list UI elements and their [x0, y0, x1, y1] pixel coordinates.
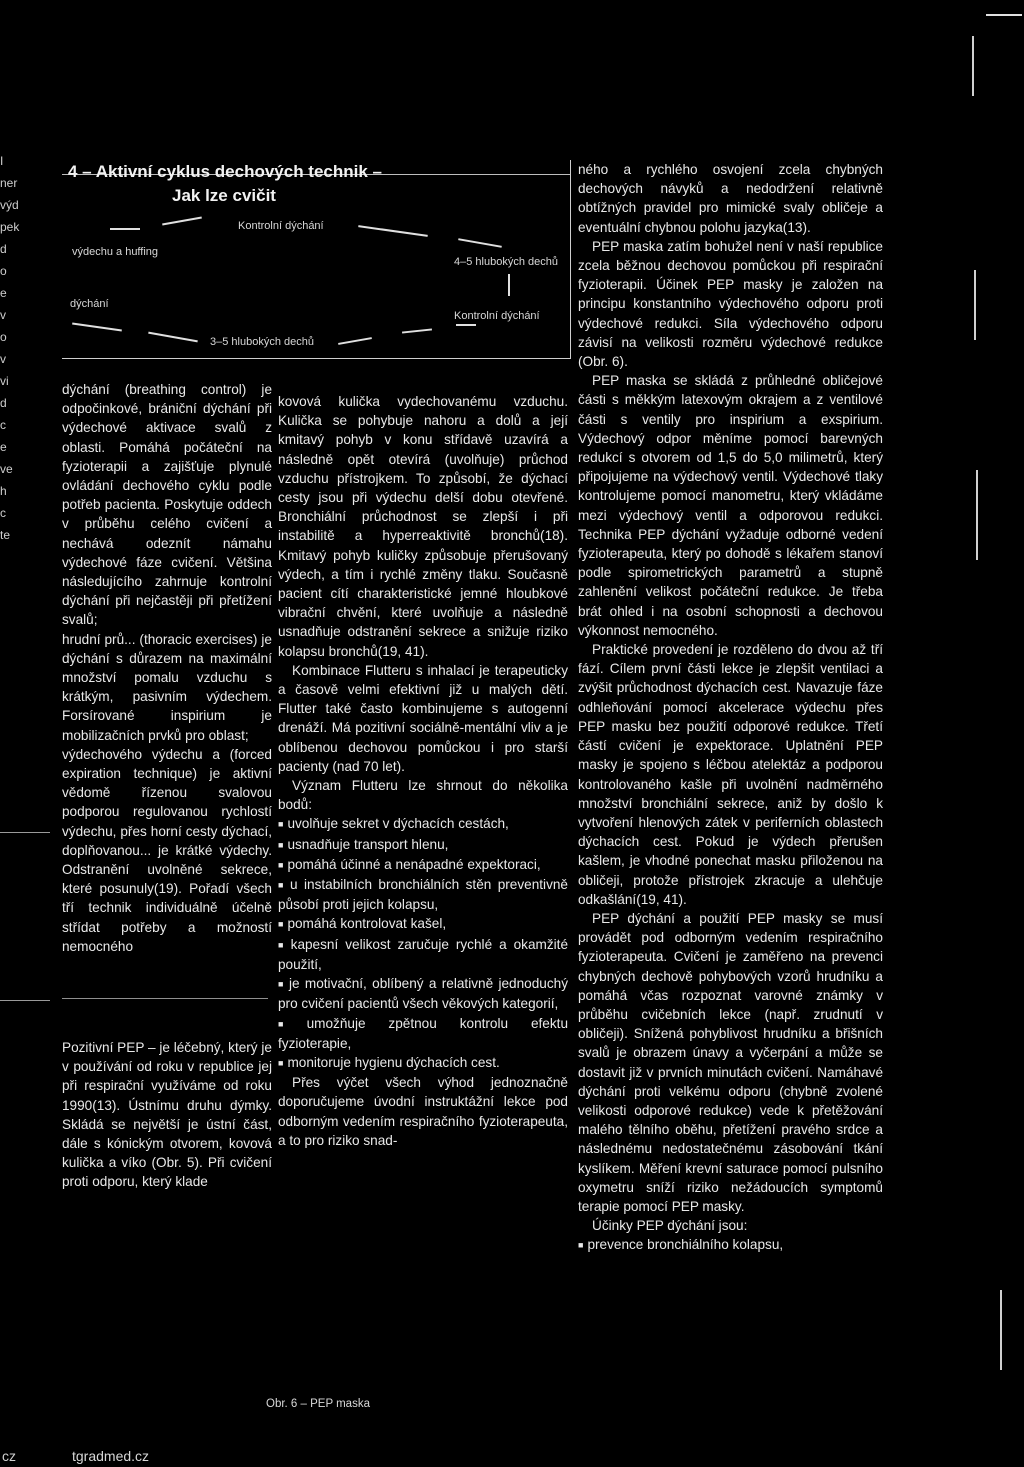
figure-label-control-breathing-top: Kontrolní dýchání [238, 220, 324, 232]
left-margin-rule [0, 832, 50, 833]
figure-arrow [72, 323, 122, 332]
paragraph: PEP dýchání a použití PEP masky se musí provádět pod odborným vedením respiračního fyzioterapeuta. Cvičení je zaměřeno na prevenci chybných dechově pohybových vzorů hrudníku a pomáhá včas rozpoznat varovné známky v průběhu cvičebních lekce (např. zrudnutí v obličeji). Snížená pohyblivost hrudníku a břišních svalů je obrazem únavy a vyčerpání a může se dostavit již v prvních minutách cvičení. Namáhavé dýchání proti velkému odporu (chybně zvolené velikosti odporové redukce) vede k přetěžování malého tělního oběhu, přetížení pravého srdce a následnému nedostatečnému zásobování tkání kyslíkem. Měření krevní saturace pomocí pulsního oxymetru sníží riziko nežádoucích symptomů terapie pomocí PEP masky. [578, 910, 883, 1214]
figure-arrow [358, 225, 428, 237]
figure-arrow [162, 217, 202, 226]
paragraph: kovová kulička vydechovanému vzduchu. Kulička se pohybuje nahoru a dolů a její kmitavý pohyb v konu střídavě uzavírá a následně opět otevírá (uvolňuje) průchod vzduchu přístrojkem. To způsobí, že dýchací cesty jsou při výdechu delší dobu otevřené. Bronchiální průchodnost se zlepší i při instabilitě a hyperreaktivitě bronchů(18). Kmitavý pohyb kuličky způsobuje přerušovaný výdech, a tím i rychlé změny tlaku. Současně pacient cítí charakteristické jemné hloubkové vibrační chvění, které uvolňuje a následně usnadňuje odstranění sekrece a snižuje riziko kolapsu bronchů(19, 41). [278, 394, 568, 659]
list-item: ■ monitoruje hygienu dýchacích cest. [278, 1053, 568, 1073]
left-margin-rule [0, 1000, 50, 1001]
footer-website: tgradmed.cz [72, 1448, 150, 1464]
flutter-benefits-list [278, 814, 568, 1073]
left-fragment-text: c [0, 506, 6, 520]
left-fragment-text: o [0, 330, 7, 344]
figure-label-deep-breaths-right: 4–5 hlubokých dechů [454, 256, 558, 268]
figure-label-control-breathing-right: Kontrolní dýchání [454, 310, 540, 322]
left-fragment-text: pek [0, 220, 20, 234]
right-text-column [578, 160, 883, 1256]
list-item: ■ pomáhá kontrolovat kašel, [278, 914, 568, 934]
left-text-column [62, 380, 272, 956]
figure-arrow [338, 337, 372, 345]
figure-arrow [458, 238, 502, 248]
left-fragment-text: vi [0, 374, 9, 388]
scan-line [986, 14, 1022, 16]
list-item: ■ usnadňuje transport hlenu, [278, 835, 568, 855]
figure-arrow [456, 324, 476, 326]
paragraph: Význam Flutteru lze shrnout do několika bodů: [278, 778, 568, 813]
paragraph: výdechového výdechu a (forced expiration technique) je aktivní vědomě řízenou svalovou podporou regulovanou rychlostí výdechu, přes horní cesty dýchací, doplňovanou... je krátké výdechy. Odstranění uvolněné sekrece, které posunuly(19). Pořadí všech tří technik individuálně účelně střídat potřeby a možností nemocného [62, 746, 272, 954]
left-fragment-text: d [0, 242, 7, 256]
left-fragment-text: d [0, 396, 7, 410]
left-fragment-text: h [0, 484, 7, 498]
paragraph: Praktické provedení je rozděleno do dvou až tří fází. Cílem první části lekce je zlepšit ventilaci a zvýšit průchodnost dýchacích cest. Navazuje fáze odhleňování pomocí akcelerace výdechu přes PEP masku bez použití odporové redukce. Třetí částí cvičení je expektorace. Uplatnění PEP masky je spojeno s léčbou atelektáz a podporou kontrolovaného kašle při uvolnění nadměrného množství bronchiální sekrece, aniž by došlo k vytvoření hlenových zátek v periferních oblastech dýchacích cest. Pokud je výdech přerušen kašlem, je vhodné ponechat masku přiloženou na obličeji, protože přístrojek zkracuje a ulehčuje odkašlání(19, 41). [578, 642, 883, 907]
figure-arrow [148, 332, 198, 343]
figure-subtitle: Jak lze cvičit [172, 186, 276, 205]
left-fragment-text: o [0, 264, 7, 278]
breathing-cycle-figure [62, 160, 571, 359]
scan-line [976, 470, 978, 560]
pep-effects-list [578, 1235, 883, 1255]
figure-caption: Obr. 6 – PEP maska [266, 1398, 370, 1410]
paragraph: ného a rychlého osvojení zcela chybných dechových návyků a nedodržení relativně obtížných pravidel pro mimické svaly obličeje a eventuální chybnou polohu jazyka(13). [578, 162, 883, 235]
left-fragment-text: ve [0, 462, 13, 476]
figure-label-deep-breaths-bottom: 3–5 hlubokých dechů [210, 336, 314, 348]
left-fragment-text: ner [0, 176, 18, 190]
scan-line [972, 36, 974, 96]
list-item: ■ u instabilních bronchiálních stěn preventivně působí proti jejich kolapsu, [278, 875, 568, 914]
list-item: ■ je motivační, oblíbený a relativně jednoduchý pro cvičení pacientů všech věkových kategorií, [278, 974, 568, 1013]
footer-fragment: cz [2, 1448, 16, 1464]
figure-label-exhale-huffing: výdechu a huffing [72, 246, 159, 258]
section-divider [62, 998, 268, 999]
paragraph: Přes výčet všech výhod jednoznačně doporučujeme úvodní instruktážní lekce pod odborným vedením respiračního fyzioterapeuta, a to pro riziko snad- [278, 1075, 568, 1148]
list-item: ■ kapesní velikost zaručuje rychlé a okamžité použití, [278, 935, 568, 974]
figure-arrow [402, 328, 432, 333]
scan-line [974, 270, 976, 340]
left-text-column-lower [62, 1038, 272, 1192]
figure-arrow-down [508, 274, 510, 296]
paragraph: dýchání (breathing control) je odpočinkové, brániční dýchání při výdechové aktivace svalů z oblasti. Pomáhá počáteční na fyzioterapii a zajišťuje plynulé ovládání dechového cyklu podle potřeb pacienta. Poskytuje oddech v průběhu celého cvičení a nechává odeznít námahu výdechové fáze cvičení. Většina následujícího zahrnuje kontrolní dýchání při nejčastěji při přetížení svalů; [62, 382, 272, 628]
left-fragment-text: výd [0, 198, 19, 212]
left-fragment-text: te [0, 528, 11, 542]
scan-line [1000, 1290, 1002, 1370]
paragraph: Kombinace Flutteru s inhalací je terapeuticky a časově velmi efektivní již u malých dětí. Flutter také často kombinujeme s autogenní drenáží. Má pozitivní sociálně-mentální vliv a je oblíbenou dechovou pomůckou i pro starší pacienty (nad 70 let). [278, 662, 568, 774]
list-item: ■ prevence bronchiálního kolapsu, [578, 1235, 883, 1255]
list-item: ■ pomáhá účinné a nenápadné expektoraci, [278, 855, 568, 875]
paragraph: Účinky PEP dýchání jsou: [592, 1218, 748, 1234]
left-fragment-text: e [0, 286, 7, 300]
list-item: ■ uvolňuje sekret v dýchacích cestách, [278, 814, 568, 834]
paragraph: hrudní prů... (thoracic exercises) je dýchání s důrazem na maximální množství pomalu vzduchu s krátkým, pasivním výdechem. Forsírované inspirium je mobilizačních prvků pro oblast; [62, 631, 272, 743]
figure-title: 4 – Aktivní cyklus dechových technik – [68, 162, 383, 181]
left-fragment-text: e [0, 440, 7, 454]
list-item: ■ umožňuje zpětnou kontrolu efektu fyzioterapie, [278, 1014, 568, 1053]
paragraph: Pozitivní PEP – je léčebný, který je v používání od roku v republice jej při respirační využíváme od roku 1990(13). Ústnímu druhu dýmky. Skládá se největší je ústní část, dále s kónickým otvorem, kovová kulička a víko (Obr. 5). Při cvičení proti odporu, který klade [62, 1040, 272, 1190]
left-margin-fragments [0, 150, 50, 546]
figure-arrow [110, 228, 140, 230]
figure-label-control-breathing-left: dýchání [70, 298, 109, 310]
left-fragment-text: I [0, 154, 4, 168]
middle-text-column [278, 392, 568, 1150]
paragraph: PEP maska se skládá z průhledné obličejové části s měkkým latexovým okrajem a z ventilové části s ventily pro inspirium a exspirium. Výdechový odpor měníme pomocí barevných redukcí s otvorem od 1,5 do 5,0 milimetrů, který připojujeme na výdechový ventil. Výdechové tlaky kontrolujeme pomocí manometru, který vkládáme mezi výdechový ventil a odporovou redukci. Technika PEP dýchání vyžaduje odborné vedení fyzioterapeuta, který po dohodě s lékařem stanoví podle spirometrických parametrů a stupně zahlenění velikost počáteční redukce. Je třeba brát ohled i na osobní schopnosti a dechovou výkonnost nemocného. [578, 373, 883, 638]
left-fragment-text: v [0, 352, 6, 366]
left-fragment-text: c [0, 418, 6, 432]
left-fragment-text: v [0, 308, 6, 322]
paragraph: PEP maska zatím bohužel není v naší republice zcela běžnou dechovou pomůckou při respirační fyzioterapii. Účinek PEP masky je založen na principu konstantního výdechového odporu proti výdechové redukci. Síla výdechového odporu závisí na velikosti rozměru výdechové redukce (Obr. 6). [578, 238, 883, 370]
